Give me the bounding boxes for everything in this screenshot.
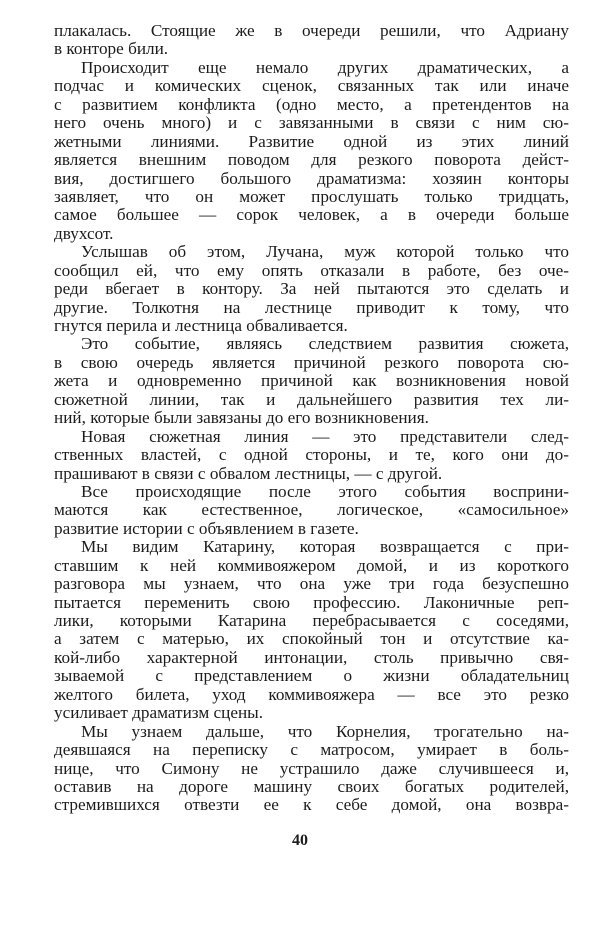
text-line: жетными линиями. Развитие одной из этих линий [54,131,569,151]
text-line: жета и одновременно причиной как возникновения новой [54,371,569,391]
text-line: является внешним поводом для резкого поворота дейст- [54,150,569,170]
text-line: сюжетной линии, так и дальнейшего развития тех ли- [54,389,569,409]
text-line: другие. Толкотня на лестнице приводит к тому, что [54,297,569,317]
paragraph [54,243,569,335]
text-line: деявшаяся на переписку с матросом, умирает в боль- [54,740,569,760]
text-line: разговора мы узнаем, что она уже три года безуспешно [54,574,569,594]
text-line: Услышав об этом, Лучана, муж которой только что [81,242,569,262]
text-line: Все происходящие после этого события восприни- [81,481,569,501]
text-line: вия, достигшего большого драматизма: хозяин конторы [54,168,569,188]
text-line: него очень много) и с завязанными в связи с ним сю- [54,113,569,133]
text-line: Происходит еще немало других драматических, а [81,57,569,77]
text-line: оставив на дороге машину своих богатых родителей, [54,776,569,796]
page-body-text [54,22,569,815]
text-line: маются как естественное, логическое, «самосильное» [54,500,569,520]
text-line: плакалась. Стоящие же в очереди решили, что Адриану [54,21,569,40]
text-line: стремившихся отвезти ее к себе домой, она возвра- [54,795,569,815]
text-line: ставшим к ней коммивояжером домой, и из короткого [54,555,569,575]
paragraph [54,483,569,538]
text-line: в свою очередь является причиной резкого поворота сю- [54,352,569,372]
paragraph [54,335,569,427]
text-line: ственных властей, с одной стороны, и те, кого они до- [54,445,569,465]
text-line: желтого билета, уход коммивояжера — все это резко [54,684,569,704]
text-line: лики, которыми Катарина перебрасывается с соседями, [54,611,569,630]
text-line: нице, что Симону не устрашило даже случившееся и, [54,758,569,778]
text-line: пытается переменить свою профессию. Лаконичные реп- [54,592,569,612]
text-line: гнутся перила и лестница обваливается. [54,316,348,335]
text-line: в конторе били. [54,39,169,59]
text-line: прашивают в связи с обвалом лестницы, — с другой. [54,463,443,483]
paragraph [54,428,569,483]
paragraph [54,59,569,243]
text-line: с развитием конфликта (одно место, а претендентов на [54,94,569,114]
text-line: сообщил ей, что ему опять отказали в работе, без оче- [54,260,569,280]
paragraph [54,538,569,722]
text-line: Новая сюжетная линия — это представители след- [81,426,569,446]
paragraph [54,723,569,815]
text-line: развитие истории с объявлением в газете. [54,518,359,538]
text-line: усиливает драматизм сцены. [54,703,263,723]
text-line: подчас и комических сценок, связанных так или иначе [54,76,569,96]
text-line: двухсот. [54,223,114,243]
paragraph [54,22,569,59]
text-line: Мы видим Катарину, которая возвращается с при- [81,537,569,557]
text-line: кой-либо характерной интонации, столь привычно свя- [54,647,569,667]
text-line: заявляет, что он может прослушать только тридцать, [54,186,569,206]
text-line: Мы узнаем дальше, что Корнелия, трогательно на- [81,721,569,741]
text-line: Это событие, являясь следствием развития сюжета, [81,334,569,354]
page-number: 40 [292,832,308,849]
text-line: а затем с матерью, их спокойный тон и отсутствие ка- [54,629,569,649]
text-line: зываемой с представлением о жизни обладательниц [54,666,569,686]
text-line: реди вбегает в контору. За ней пытаются это сделать и [54,279,569,299]
text-line: самое большее — сорок человек, а в очереди больше [54,205,569,225]
text-line: ний, которые были завязаны до его возникновения. [54,408,429,428]
